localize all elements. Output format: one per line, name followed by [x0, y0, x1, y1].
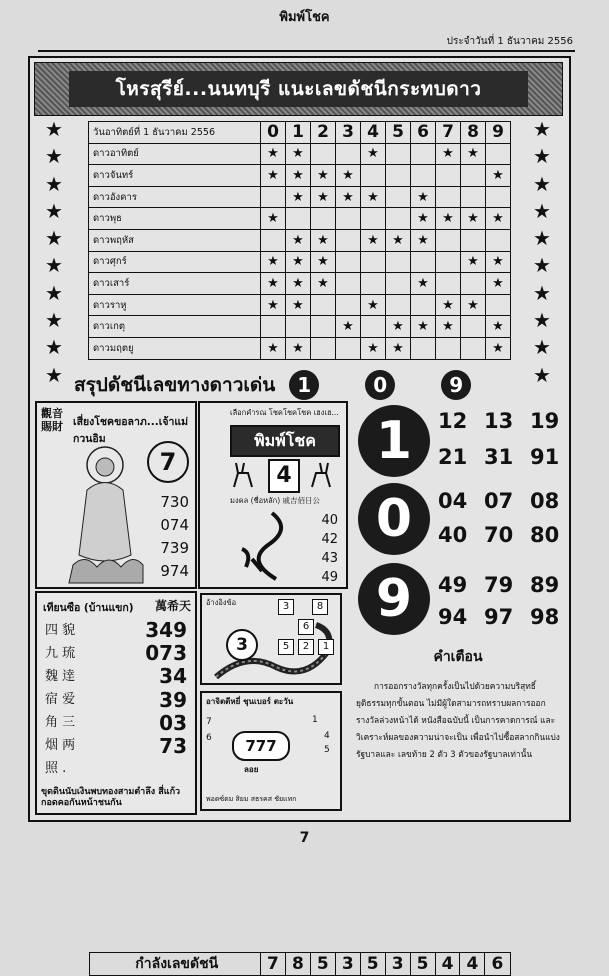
puzzle-cell: 1: [318, 639, 334, 655]
star-mark: ★: [261, 143, 286, 165]
star-icon: ★: [45, 144, 63, 169]
empty-cell: [311, 143, 336, 165]
featured-number: 97: [484, 605, 514, 629]
star-mark: ★: [361, 294, 386, 316]
table-row: [89, 273, 511, 295]
empty-cell: [386, 208, 411, 230]
lucky-number: 974: [160, 562, 189, 580]
table-row: [89, 165, 511, 187]
pimchoke-numbers: [321, 511, 338, 587]
star-icon: ★: [45, 308, 63, 333]
digit-column-header: 9: [486, 122, 511, 144]
star-icon: ★: [45, 117, 63, 141]
warning-box: [352, 646, 564, 816]
empty-cell: [261, 229, 286, 251]
lucky-number: 074: [160, 516, 189, 534]
star-mark: ★: [286, 337, 311, 359]
summary-digit: 1: [289, 370, 319, 400]
publication-name: พิมพ์โชค: [279, 10, 330, 25]
index-strength-value: 5: [410, 952, 435, 975]
star-mark: ★: [261, 208, 286, 230]
puzzle-777-cell: 1: [312, 715, 318, 725]
star-icon: ★: [533, 253, 551, 278]
index-strength-value: 8: [285, 952, 310, 975]
calligraphy-line: 魏 逹: [45, 669, 76, 684]
empty-cell: [486, 229, 511, 251]
puzzle-777-label: ลอย: [244, 765, 259, 774]
star-mark: ★: [386, 229, 411, 251]
featured-number: 04: [438, 489, 468, 513]
digit-column-header: 6: [411, 122, 436, 144]
star-icon: ★: [45, 280, 63, 305]
empty-cell: [261, 186, 286, 208]
puzzle-777-cell: 6: [206, 733, 212, 743]
star-mark: ★: [286, 294, 311, 316]
star-mark: ★: [411, 208, 436, 230]
empty-cell: [261, 316, 286, 338]
star-mark: ★: [311, 165, 336, 187]
empty-cell: [436, 337, 461, 359]
star-mark: ★: [411, 186, 436, 208]
featured-number: 79: [484, 573, 514, 597]
warning-title: คำเตือน: [433, 649, 483, 665]
index-strength-value: 3: [335, 952, 360, 975]
featured-number: 49: [438, 573, 468, 597]
star-mark: ★: [261, 251, 286, 273]
puzzle-cell: 3: [278, 599, 294, 615]
featured-number: 98: [530, 605, 560, 629]
lucky-number: 42: [321, 532, 338, 547]
empty-cell: [336, 294, 361, 316]
calligraphy-illustration: [232, 509, 302, 585]
summary-bar: [74, 370, 534, 400]
star-icon: ★: [533, 280, 551, 305]
deer-icon: [304, 459, 334, 489]
empty-cell: [461, 337, 486, 359]
star-icon: ★: [45, 226, 63, 251]
star-mark: ★: [361, 186, 386, 208]
empty-cell: [336, 337, 361, 359]
pimchoke-logo: พิมพ์โชค: [230, 425, 340, 457]
calligraphy-line: 四 貌: [45, 623, 76, 638]
guanyin-illustration: [65, 435, 147, 585]
puzzle-777-footer: พอดซ์ตม สิยม สธรคส ชัยแทก: [206, 795, 297, 803]
pimchoke-subtitle: มงคล (ชื่อหลัก) 戚吉佰日公: [230, 496, 321, 505]
planet-label: ดาวเสาร์: [89, 273, 261, 295]
planet-label: ดาวราหู: [89, 294, 261, 316]
empty-cell: [486, 186, 511, 208]
featured-number: 89: [530, 573, 560, 597]
empty-cell: [336, 229, 361, 251]
title-banner: [34, 62, 563, 116]
summary-digit: 0: [365, 370, 395, 400]
table-row: [89, 952, 511, 976]
lucky-number: 03: [159, 710, 187, 735]
featured-digit: 1: [358, 405, 430, 477]
puzzle-cell: 8: [312, 599, 328, 615]
featured-number: 07: [484, 489, 514, 513]
featured-group: [352, 479, 564, 559]
table-row: [89, 143, 511, 165]
index-strength-value: 4: [435, 952, 460, 975]
star-mark: ★: [461, 143, 486, 165]
lucky-number: 43: [321, 551, 338, 566]
empty-cell: [461, 273, 486, 295]
featured-numbers: [352, 401, 564, 637]
star-icon: ★: [533, 335, 551, 360]
calligraphy-line: 九 琉: [45, 646, 76, 661]
featured-number: 21: [438, 445, 468, 469]
table-row: [89, 316, 511, 338]
empty-cell: [436, 251, 461, 273]
page-number: 7: [299, 830, 310, 846]
calligraphy-line: 角 三: [45, 715, 76, 730]
star-icon: ★: [533, 362, 551, 387]
planet-label: ดาวมฤตยู: [89, 337, 261, 359]
featured-digit: 0: [358, 483, 430, 555]
star-mark: ★: [411, 273, 436, 295]
table-date-header: วันอาทิตย์ที่ 1 ธันวาคม 2556: [89, 122, 261, 144]
empty-cell: [386, 294, 411, 316]
digit-column-header: 4: [361, 122, 386, 144]
empty-cell: [361, 316, 386, 338]
tianxu-footer: ขุดดินนับเงินพบทองสามตำลึง สี่แก้วกอดคอกันหน้าชนกัน: [41, 787, 181, 808]
star-mark: ★: [486, 316, 511, 338]
index-strength-value: 5: [310, 952, 335, 975]
empty-cell: [286, 316, 311, 338]
star-icon: ★: [45, 171, 63, 196]
empty-cell: [486, 294, 511, 316]
pimchoke-digit: 4: [268, 459, 300, 493]
table-row: [89, 337, 511, 359]
index-strength-label: กำลังเลขดัชนี: [89, 952, 260, 975]
issue-date: ประจำวันที่ 1 ธันวาคม 2556: [446, 36, 573, 47]
empty-cell: [461, 229, 486, 251]
goddess-caption: 觀音賜財: [41, 407, 63, 433]
star-mark: ★: [261, 273, 286, 295]
star-mark: ★: [311, 273, 336, 295]
empty-cell: [436, 273, 461, 295]
empty-cell: [386, 165, 411, 187]
lucky-number: 349: [145, 618, 187, 642]
lucky-number: 49: [321, 570, 338, 585]
summary-title: สรุปดัชนีเลขทางดาวเด่น: [74, 374, 276, 396]
tianxu-numbers: [145, 619, 187, 758]
empty-cell: [411, 165, 436, 187]
pimchoke-box: [198, 401, 348, 589]
star-icon: ★: [533, 226, 551, 251]
star-mark: ★: [286, 165, 311, 187]
index-strength-value: 4: [460, 952, 485, 975]
digit-column-header: 3: [336, 122, 361, 144]
summary-digit: 9: [441, 370, 471, 400]
calligraphy-line: 烟 两: [45, 738, 76, 753]
star-mark: ★: [361, 143, 386, 165]
empty-cell: [311, 294, 336, 316]
snake-puzzle-center: 3: [226, 629, 258, 661]
star-mark: ★: [486, 165, 511, 187]
star-icon: ★: [533, 198, 551, 223]
star-mark: ★: [261, 294, 286, 316]
deer-icon: [230, 459, 260, 489]
star-mark: ★: [336, 165, 361, 187]
featured-number: 91: [530, 445, 560, 469]
empty-cell: [361, 251, 386, 273]
index-strength-value: 5: [360, 952, 385, 975]
featured-number: 19: [530, 409, 560, 433]
empty-cell: [336, 273, 361, 295]
lucky-777-puzzle: [200, 691, 342, 811]
star-icon: ★: [533, 308, 551, 333]
empty-cell: [411, 143, 436, 165]
star-mark: ★: [361, 229, 386, 251]
digit-column-header: 1: [286, 122, 311, 144]
star-mark: ★: [461, 294, 486, 316]
puzzle-cell: 5: [278, 639, 294, 655]
warning-text: การออกรางวัลทุกครั้งเป็นไปด้วยความบริสุทธิ์ ยุติธรรมทุกขั้นตอน ไม่มีผู้ใดสามารถทราบผลการออกรางวัลล่วงหน้าได้ หนังสือฉบับนี้ เป็นการคาดการณ์ และวิเคราะห์ผลของความน่าจะเป็น เพื่อนำไปซื้อสลากกินแบ่งรัฐบาลและ เลขท้าย 2 ตัว 3 ตัวของรัฐบาลเท่านั้น: [356, 681, 560, 759]
star-mark: ★: [461, 208, 486, 230]
empty-cell: [486, 143, 511, 165]
empty-cell: [336, 208, 361, 230]
empty-cell: [386, 273, 411, 295]
star-icon: ★: [45, 362, 63, 387]
featured-number: 13: [484, 409, 514, 433]
puzzle-cell: 2: [298, 639, 314, 655]
empty-cell: [361, 208, 386, 230]
table-row: [89, 251, 511, 273]
planet-label: ดาวพฤหัส: [89, 229, 261, 251]
snake-puzzle-header: อ้างอิงข้อ: [206, 598, 237, 607]
tianxu-calligraphy: [45, 619, 105, 780]
lucky-number: 73: [159, 734, 187, 759]
lucky-number: 073: [145, 641, 187, 666]
goddess-lucky-digit: 7: [147, 441, 189, 483]
star-mark: ★: [461, 251, 486, 273]
star-mark: ★: [311, 229, 336, 251]
empty-cell: [361, 165, 386, 187]
empty-cell: [436, 229, 461, 251]
empty-cell: [461, 316, 486, 338]
star-mark: ★: [311, 251, 336, 273]
empty-cell: [411, 294, 436, 316]
empty-cell: [411, 251, 436, 273]
star-mark: ★: [486, 273, 511, 295]
star-mark: ★: [261, 165, 286, 187]
calligraphy-line: 照 .: [45, 761, 67, 776]
digit-column-header: 2: [311, 122, 336, 144]
empty-cell: [311, 316, 336, 338]
star-mark: ★: [436, 294, 461, 316]
empty-cell: [286, 208, 311, 230]
empty-cell: [311, 208, 336, 230]
star-icon: ★: [533, 144, 551, 169]
table-row: [89, 229, 511, 251]
star-mark: ★: [336, 316, 361, 338]
star-icon: ★: [45, 335, 63, 360]
star-mark: ★: [486, 337, 511, 359]
empty-cell: [336, 251, 361, 273]
featured-number: 80: [530, 523, 560, 547]
empty-cell: [411, 337, 436, 359]
puzzle-column: [198, 591, 348, 817]
star-mark: ★: [286, 251, 311, 273]
empty-cell: [386, 186, 411, 208]
page-header: [0, 4, 609, 54]
goddess-box: [35, 401, 197, 589]
star-mark: ★: [286, 273, 311, 295]
digit-column-header: 5: [386, 122, 411, 144]
empty-cell: [311, 337, 336, 359]
featured-number: 31: [484, 445, 514, 469]
planet-label: ดาวอาทิตย์: [89, 143, 261, 165]
table-row: [89, 186, 511, 208]
lucky-number: 34: [159, 664, 187, 689]
star-mark: ★: [436, 208, 461, 230]
digit-column-header: 0: [261, 122, 286, 144]
lucky-number: 739: [160, 539, 189, 557]
featured-number: 94: [438, 605, 468, 629]
tianxu-box: [35, 591, 197, 815]
star-mark: ★: [411, 229, 436, 251]
lucky-number: 40: [321, 513, 338, 528]
puzzle-cell: 6: [298, 619, 314, 635]
table-row: [89, 208, 511, 230]
planet-label: ดาวเกตุ: [89, 316, 261, 338]
featured-number: 40: [438, 523, 468, 547]
goddess-title: เสี่ยงโชคขอลาภ...เจ้าแม่กวนอิม: [73, 416, 189, 445]
goddess-numbers: [160, 491, 189, 583]
puzzle-777-cell: 5: [324, 745, 330, 755]
star-mark: ★: [311, 186, 336, 208]
puzzle-777-center: 777: [232, 731, 290, 761]
table-row: [89, 294, 511, 316]
banner-title: โหรสุรีย์...นนทบุรี แนะเลขดัชนีกระทบดาว: [69, 71, 528, 107]
featured-number: 12: [438, 409, 468, 433]
planet-label: ดาวจันทร์: [89, 165, 261, 187]
planet-label: ดาวพุธ: [89, 208, 261, 230]
puzzle-777-header: อาจิตตีหยี่ ชุนเบอร์ ตะวัน: [206, 697, 294, 706]
pimchoke-intro: เลือกคำรณ โชคโชคโชค เฮงเฮ...: [230, 408, 339, 417]
empty-cell: [461, 165, 486, 187]
star-mark: ★: [386, 316, 411, 338]
header-rule: [38, 50, 575, 52]
puzzle-777-cell: 7: [206, 717, 212, 727]
table-row: [89, 122, 511, 144]
lucky-number: 730: [160, 493, 189, 511]
empty-cell: [361, 273, 386, 295]
empty-cell: [461, 186, 486, 208]
star-mark: ★: [436, 143, 461, 165]
featured-group: [352, 559, 564, 639]
empty-cell: [436, 165, 461, 187]
index-strength-value: 7: [260, 952, 285, 975]
lucky-number: 39: [159, 687, 187, 712]
star-mark: ★: [336, 186, 361, 208]
empty-cell: [386, 251, 411, 273]
planet-label: ดาวศุกร์: [89, 251, 261, 273]
empty-cell: [336, 143, 361, 165]
digit-column-header: 8: [461, 122, 486, 144]
right-star-column: [528, 116, 556, 389]
star-mark: ★: [286, 143, 311, 165]
featured-group: [352, 401, 564, 481]
star-mark: ★: [436, 316, 461, 338]
featured-number: 70: [484, 523, 514, 547]
star-icon: ★: [45, 253, 63, 278]
star-mark: ★: [486, 208, 511, 230]
star-mark: ★: [386, 337, 411, 359]
star-mark: ★: [286, 229, 311, 251]
tianxu-chinese: 萬希天: [155, 599, 192, 613]
featured-number: 08: [530, 489, 560, 513]
index-strength-value: 6: [485, 952, 510, 975]
index-strength-value: 3: [385, 952, 410, 975]
empty-cell: [386, 143, 411, 165]
star-icon: ★: [45, 198, 63, 223]
star-mark: ★: [261, 337, 286, 359]
featured-digit: 9: [358, 563, 430, 635]
tianxu-title: เทียนซือ (บ้านแขก): [43, 602, 134, 614]
empty-cell: [436, 186, 461, 208]
star-mark: ★: [411, 316, 436, 338]
planet-label: ดาวอังคาร: [89, 186, 261, 208]
calligraphy-line: 宿 爱: [45, 692, 76, 707]
snake-puzzle: [200, 593, 342, 685]
left-star-column: [40, 116, 68, 389]
star-mark: ★: [286, 186, 311, 208]
star-icon: ★: [533, 117, 551, 141]
star-mark: ★: [361, 337, 386, 359]
star-icon: ★: [533, 171, 551, 196]
star-mark: ★: [486, 251, 511, 273]
digit-column-header: 7: [436, 122, 461, 144]
puzzle-777-cell: 4: [324, 731, 330, 741]
